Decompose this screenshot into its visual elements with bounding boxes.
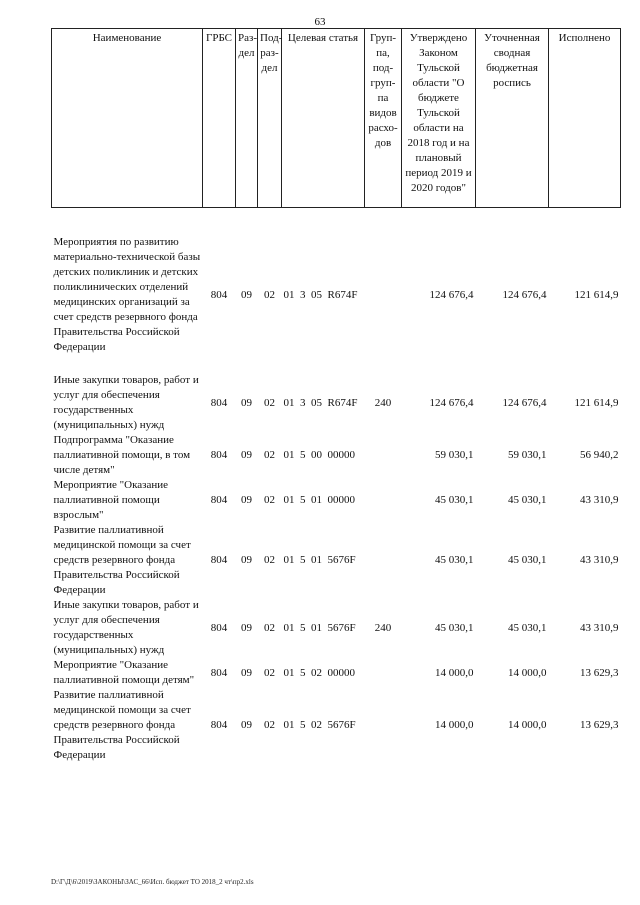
row-approved: 124 676,4 xyxy=(429,288,474,301)
row-expense-group: 240 xyxy=(374,396,392,409)
row-target-article: 01 3 05 R674F xyxy=(283,396,358,409)
row-name: Подпрограмма "Оказание паллиативной помощи, в том числе детям" xyxy=(53,434,191,476)
row-grbs: 804 xyxy=(210,621,228,634)
header-target-article: Целевая статья xyxy=(282,29,365,208)
row-name: Развитие паллиативной медицинской помощи за счет средств резервного фонда Правительства Российской Федерации xyxy=(53,689,191,761)
row-razdel: 09 xyxy=(241,621,252,634)
row-adjusted: 14 000,0 xyxy=(508,719,547,731)
row-razdel: 09 xyxy=(241,554,252,566)
row-executed: 121 614,9 xyxy=(574,396,619,409)
row-adjusted: 45 030,1 xyxy=(508,621,547,634)
row-expense-group xyxy=(365,658,402,688)
row-executed: 13 629,3 xyxy=(580,719,619,731)
row-expense-group xyxy=(365,433,402,478)
row-approved: 45 030,1 xyxy=(435,554,474,566)
row-adjusted: 124 676,4 xyxy=(502,396,547,409)
page-number: 63 xyxy=(314,16,326,28)
row-target-article: 01 5 01 5676F xyxy=(283,554,356,566)
table-row xyxy=(52,688,621,763)
budget-table xyxy=(51,28,621,763)
row-grbs: 804 xyxy=(210,494,228,506)
row-executed: 121 614,9 xyxy=(574,288,619,301)
row-adjusted: 59 030,1 xyxy=(508,449,547,461)
row-razdel: 09 xyxy=(241,288,252,301)
row-name: Мероприятие "Оказание паллиативной помощи взрослым" xyxy=(53,479,169,521)
header-grbs: ГРБС xyxy=(203,29,236,208)
header-adjusted: Уточненная сводная бюджетная роспись xyxy=(476,29,549,208)
row-podrazdel: 02 xyxy=(264,719,275,731)
row-podrazdel: 02 xyxy=(264,554,275,566)
row-name: Иные закупки товаров, работ и услуг для обеспечения государственных (муниципальных) нужд xyxy=(53,599,199,656)
row-executed: 56 940,2 xyxy=(580,449,619,461)
row-podrazdel: 02 xyxy=(264,666,275,679)
row-name: Иные закупки товаров, работ и услуг для обеспечения государственных (муниципальных) нужд xyxy=(53,374,199,431)
row-grbs: 804 xyxy=(210,449,228,461)
row-razdel: 09 xyxy=(241,494,252,506)
row-grbs: 804 xyxy=(210,719,228,731)
row-adjusted: 124 676,4 xyxy=(502,288,547,301)
header-approved: Утверждено Законом Тульской области "О бюджете Тульской области на 2018 год и на плановый период 2019 и 2020 годов" xyxy=(402,29,476,208)
row-approved: 59 030,1 xyxy=(435,449,474,461)
row-razdel: 09 xyxy=(241,449,252,461)
row-target-article: 01 5 01 5676F xyxy=(283,621,356,634)
file-path-footer: D:\Г\Д\6\2019\ЗАКОНЫ\ЗАС_66\Исп. бюджет ТО 2018_2 чт\пр2.xls xyxy=(51,878,254,886)
row-podrazdel: 02 xyxy=(264,449,275,461)
row-adjusted: 45 030,1 xyxy=(508,554,547,566)
table-row xyxy=(52,598,621,658)
row-grbs: 804 xyxy=(210,554,228,566)
row-approved: 14 000,0 xyxy=(435,666,474,679)
row-podrazdel: 02 xyxy=(264,621,275,634)
row-target-article: 01 5 02 5676F xyxy=(283,719,356,731)
header-name: Наименование xyxy=(52,29,203,208)
table-row xyxy=(52,523,621,598)
row-grbs: 804 xyxy=(210,396,228,409)
table-row xyxy=(52,433,621,478)
row-approved: 45 030,1 xyxy=(435,494,474,506)
table-row xyxy=(52,658,621,688)
row-podrazdel: 02 xyxy=(264,494,275,506)
row-expense-group: 240 xyxy=(374,621,392,634)
header-expense-group: Груп-па, под-груп-па видов расхо-дов xyxy=(365,29,402,208)
header-executed: Исполнено xyxy=(549,29,621,208)
row-expense-group xyxy=(365,523,402,598)
row-expense-group xyxy=(365,478,402,523)
row-name: Мероприятия по развитию материально-технической базы детских поликлиник и детских поликлинических отделений медицинских организаций за счет средств резервного фонда Правительства Российской Федерации xyxy=(53,236,201,353)
row-expense-group xyxy=(365,688,402,763)
row-razdel: 09 xyxy=(241,719,252,731)
row-target-article: 01 5 00 00000 xyxy=(283,449,355,461)
row-name: Мероприятие "Оказание паллиативной помощи детям" xyxy=(53,659,195,686)
row-target-article: 01 5 01 00000 xyxy=(283,494,355,506)
row-razdel: 09 xyxy=(241,666,252,679)
table-row xyxy=(52,478,621,523)
table-row xyxy=(52,235,621,355)
row-name: Развитие паллиативной медицинской помощи за счет средств резервного фонда Правительства Российской Федерации xyxy=(53,524,191,596)
row-approved: 45 030,1 xyxy=(435,621,474,634)
row-target-article: 01 3 05 R674F xyxy=(283,288,358,301)
row-target-article: 01 5 02 00000 xyxy=(283,666,355,679)
row-approved: 14 000,0 xyxy=(435,719,474,731)
row-podrazdel: 02 xyxy=(264,396,275,409)
table-header-row xyxy=(52,29,621,208)
row-grbs: 804 xyxy=(210,666,228,679)
row-razdel: 09 xyxy=(241,396,252,409)
row-executed: 43 310,9 xyxy=(580,621,619,634)
header-podrazdel: Под-раз-дел xyxy=(258,29,282,208)
row-executed: 43 310,9 xyxy=(580,494,619,506)
row-executed: 13 629,3 xyxy=(580,666,619,679)
row-executed: 43 310,9 xyxy=(580,554,619,566)
row-adjusted: 45 030,1 xyxy=(508,494,547,506)
row-approved: 124 676,4 xyxy=(429,396,474,409)
header-razdel: Раз-дел xyxy=(236,29,258,208)
row-adjusted: 14 000,0 xyxy=(508,666,547,679)
row-expense-group xyxy=(365,235,402,355)
table-row xyxy=(52,373,621,433)
row-podrazdel: 02 xyxy=(264,288,275,301)
row-grbs: 804 xyxy=(210,288,228,301)
